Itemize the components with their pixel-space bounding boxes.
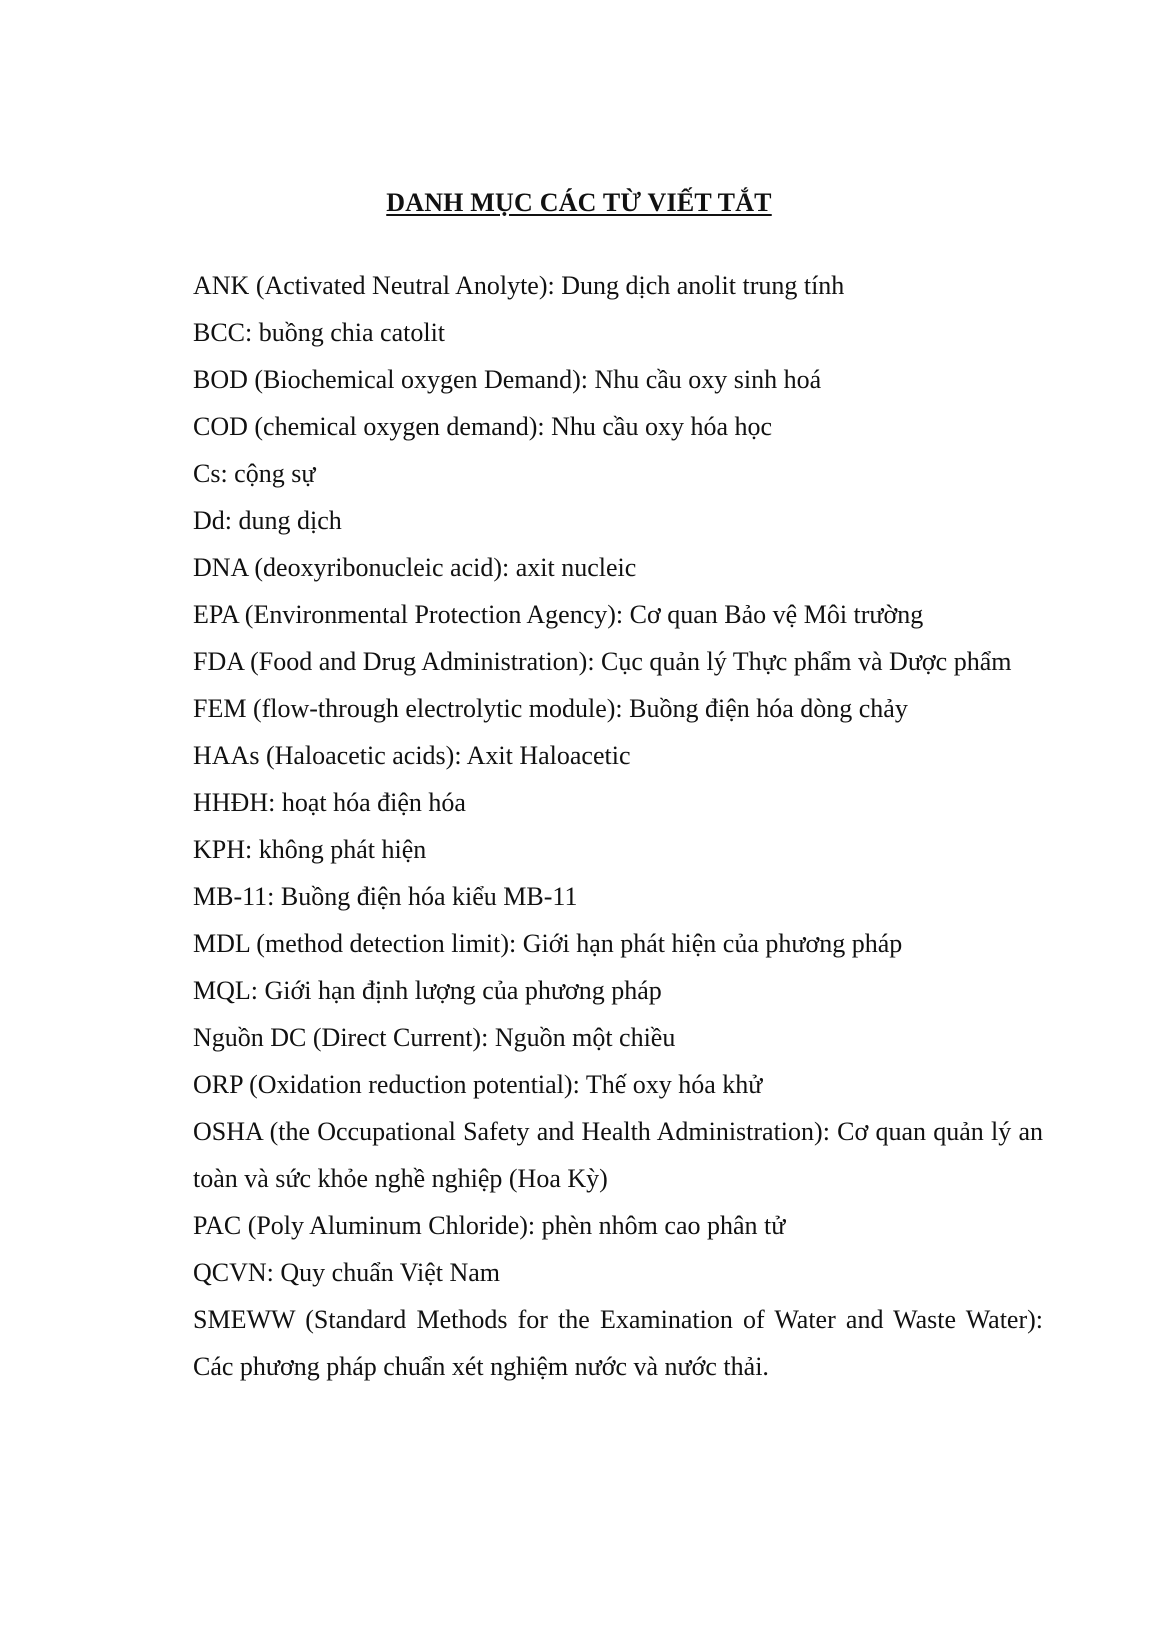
abbreviation-entry: FEM (flow-through electrolytic module): Buồng điện hóa dòng chảy	[193, 694, 908, 723]
abbreviation-entry: FDA (Food and Drug Administration): Cục quản lý Thực phẩm và Dược phẩm	[193, 647, 1012, 676]
abbreviation-entry: ORP (Oxidation reduction potential): Thế oxy hóa khử	[193, 1070, 763, 1099]
abbreviation-entry: MDL (method detection limit): Giới hạn phát hiện của phương pháp	[193, 929, 903, 958]
abbreviation-entry: Cs: cộng sự	[193, 459, 316, 488]
abbreviation-entry: DNA (deoxyribonucleic acid): axit nucleic	[193, 553, 637, 582]
abbreviation-entry: MB-11: Buồng điện hóa kiểu MB-11	[193, 882, 578, 911]
abbreviation-entry: OSHA (the Occupational Safety and Health Administration): Cơ quan quản lý an toàn và sức khỏe nghề nghiệp (Hoa Kỳ)	[193, 1117, 1043, 1193]
abbreviation-entry: Nguồn DC (Direct Current): Nguồn một chiều	[193, 1023, 676, 1052]
abbreviation-entry: QCVN: Quy chuẩn Việt Nam	[193, 1258, 501, 1287]
abbreviation-entry: SMEWW (Standard Methods for the Examination of Water and Waste Water): Các phương pháp chuẩn xét nghiệm nước và nước thải.	[193, 1305, 1043, 1381]
abbreviation-entry: ANK (Activated Neutral Anolyte): Dung dịch anolit trung tính	[193, 271, 845, 300]
abbreviation-list	[193, 262, 1043, 1390]
abbreviation-entry: COD (chemical oxygen demand): Nhu cầu oxy hóa học	[193, 412, 773, 441]
abbreviation-entry: KPH: không phát hiện	[193, 835, 427, 864]
page-title: DANH MỤC CÁC TỪ VIẾT TẮT	[386, 188, 772, 217]
abbreviation-entry: BOD (Biochemical oxygen Demand): Nhu cầu oxy sinh hoá	[193, 365, 822, 394]
abbreviation-entry: BCC: buồng chia catolit	[193, 318, 446, 347]
abbreviation-entry: PAC (Poly Aluminum Chloride): phèn nhôm cao phân tử	[193, 1211, 786, 1240]
abbreviation-entry: Dd: dung dịch	[193, 506, 342, 535]
abbreviation-entry: MQL: Giới hạn định lượng của phương pháp	[193, 976, 662, 1005]
abbreviation-entry: HHĐH: hoạt hóa điện hóa	[193, 788, 466, 817]
abbreviation-entry: HAAs (Haloacetic acids): Axit Haloacetic	[193, 741, 631, 770]
abbreviation-entry: EPA (Environmental Protection Agency): Cơ quan Bảo vệ Môi trường	[193, 600, 924, 629]
